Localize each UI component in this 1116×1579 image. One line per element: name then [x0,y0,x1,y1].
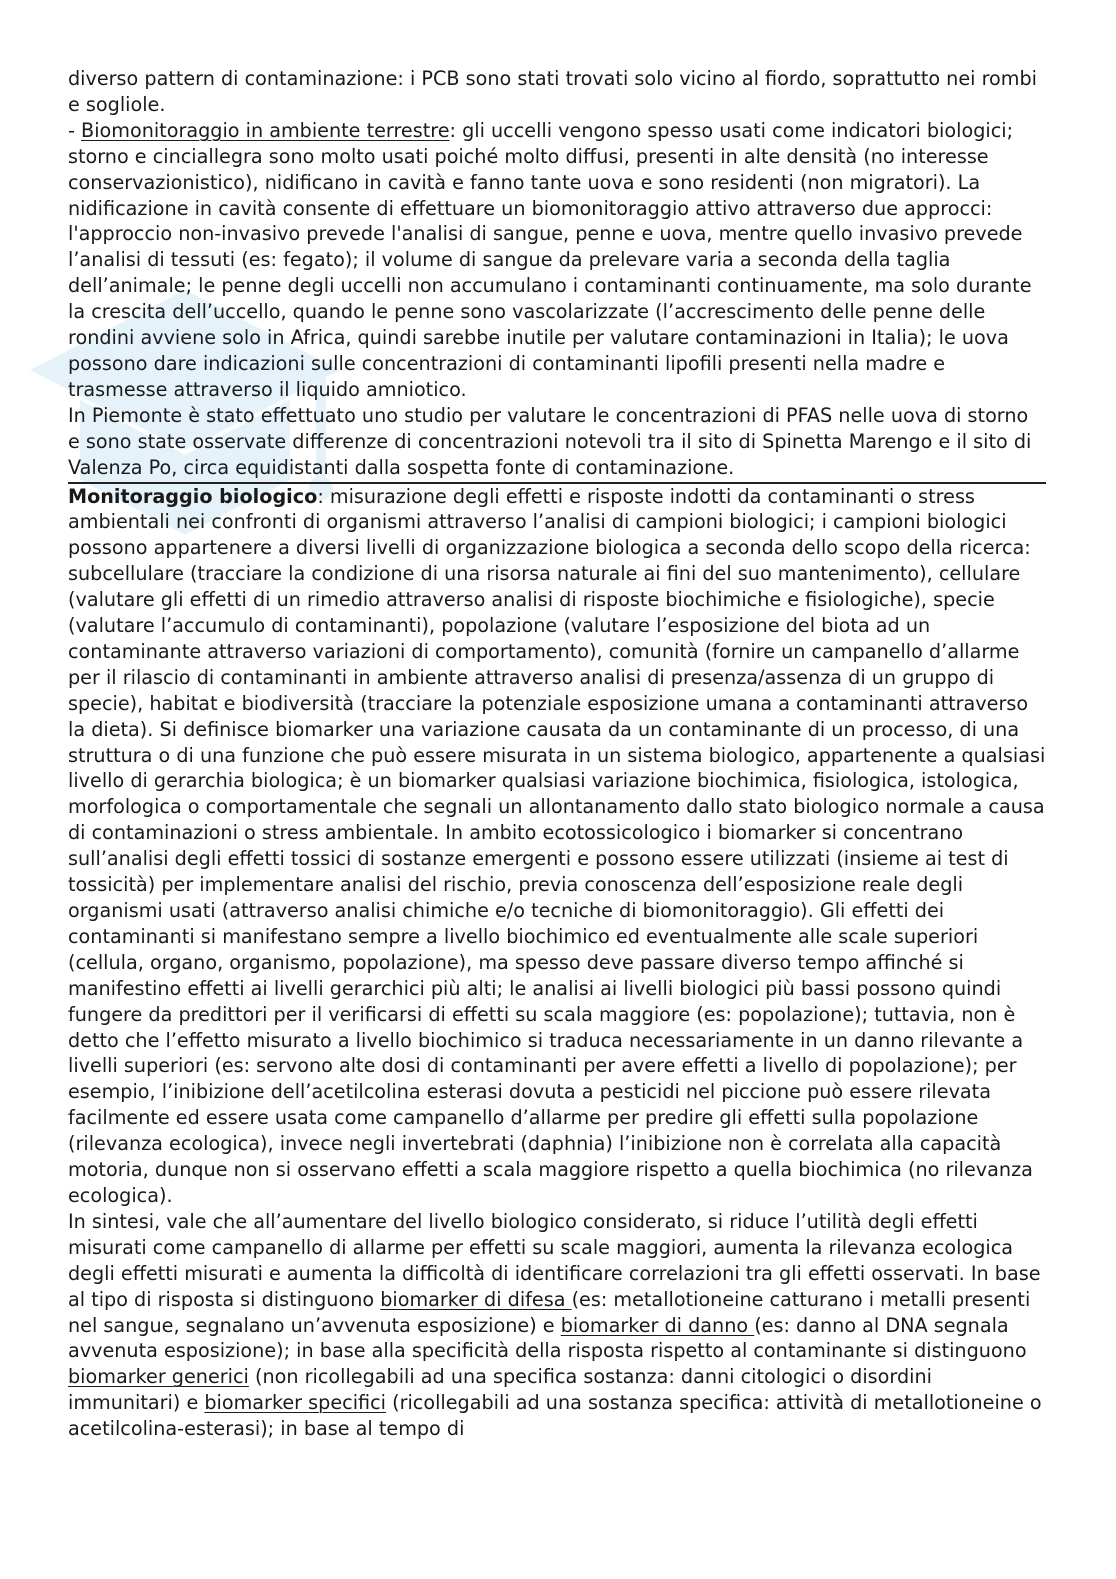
paragraph-biomarker-types [68,1209,1046,1442]
list-dash: - [68,118,82,142]
terrestrial-biomonitoring-heading: Biomonitoraggio in ambiente terrestre [81,118,450,142]
biomarker-damage-text: (es: danno al DNA segnala avvenuta esposizione); in base alla specificità della risposta rispetto al contaminante si distinguono [68,1313,1027,1363]
biomarker-defense-text: (es: metallotioneine catturano i metalli presenti nel sangue, segnalano un’avvenuta esposizione) e [68,1287,1031,1337]
paragraph-piemonte-study: In Piemonte è stato effettuato uno studio per valutare le concentrazioni di PFAS nelle uova di storno e sono state osservate differenze di concentrazioni notevoli tra il sito di Spinetta Marengo e il sito di Valenza Po, circa equidistanti dalla sospetta fonte di contaminazione. [68,403,1032,479]
biomarker-damage-term: biomarker di danno [560,1313,755,1337]
biomarker-defense-term: biomarker di difesa [380,1287,572,1311]
biomarker-specific-term: biomarker specifici [204,1391,386,1415]
biomarker-generic-term: biomarker generici [68,1365,249,1389]
biological-monitoring-term: Monitoraggio biologico [68,484,318,508]
biomarker-generic-text: (non ricollegabili ad una specifica sostanza: danni citologici o disordini immunitari) e [68,1365,932,1415]
paragraph-pcb-contamination: diverso pattern di contaminazione: i PCB sono stati trovati solo vicino al fiordo, soprattutto nei rombi e sogliole. [68,67,1037,116]
biomarker-specific-text: (ricollegabili ad una sostanza specifica: attività di metallotioneine o acetilcolina-esterasi); in base al tempo di [68,1391,1042,1441]
biomarker-summary-text: In sintesi, vale che all’aumentare del livello biologico considerato, si riduce l’utilità degli effetti misurati come campanello di allarme per effetti su scale maggiori, aumenta la rilevanza ecologica degli effetti misurati e aumenta la difficoltà di identificare correlazioni tra gli effetti osservati. In base al tipo di risposta si distinguono [68,1209,1041,1311]
biological-monitoring-definition: : misurazione degli effetti e risposte indotti da contaminanti o stress ambientali nei confronti di organismi attraverso l’analisi di campioni biologici; i campioni biologici possono appartenere a diversi livelli di organizzazione biologica a seconda dello scopo della ricerca: subcellulare (tracciare la condizione di una risorsa naturale ai fini del suo mantenimento), cellulare (valutare gli effetti di un rimedio attraverso analisi di risposte biochimiche e fisiologiche), specie (valutare l’accumulo di contaminanti), popolazione (valutare l’esposizione del biota ad un contaminante attraverso variazioni di comportamento), comunità (fornire un campanello d’allarme per il rilascio di contaminanti in ambiente attraverso analisi di presenza/assenza di un gruppo di specie), habitat e biodiversità (tracciare la potenziale esposizione umana a contaminanti attraverso la dieta). Si definisce biomarker una variazione causata da un contaminante di un processo, di una struttura o di una funzione che può essere misurata in un sistema biologico, appartenente a qualsiasi livello di gerarchia biologica; è un biomarker qualsiasi variazione biochimica, fisiologica, istologica, morfologica o comportamentale che segnali un allontanamento dallo stato biologico normale a causa di contaminazioni o stress ambientale. In ambito ecotossicologico i biomarker si concentrano sull’analisi degli effetti tossici di sostanze emergenti e possono essere utilizzati (insieme ai test di tossicità) per implementare analisi del rischio, previa conoscenza dell’esposizione reale degli organismi usati (attraverso analisi chimiche e/o tecniche di biomonitoraggio). Gli effetti dei contaminanti si manifestano sempre a livello biochimico ed eventualmente alle scale superiori (cellula, organo, organismo, popolazione), ma spesso deve passare diverso tempo affinché si manifestino effetti ai livelli gerarchici più alti; le analisi ai livelli biologici più bassi possono quindi fungere da predittori per il verificarsi di effetti su scala maggiore (es: popolazione); tuttavia, non è detto che l’effetto misurato a livello biochimico si traduca necessariamente in un danno rilevante a livelli superiori (es: servono alte dosi di contaminanti per avere effetti a livello di popolazione); per esempio, l’inibizione dell’acetilcolina esterasi dovuta a pesticidi nel piccione può essere rilevata facilmente ed essere usata come campanello d’allarme per predire gli effetti sulla popolazione (rilevanza ecologica), invece negli invertebrati (daphnia) l’inibizione non è correlata alla capacità motoria, dunque non si osservano effetti a scala maggiore rispetto a quella biochimica (no rilevanza ecologica). [68,484,1046,1207]
paragraph-terrestrial-biomonitoring [68,118,1046,403]
paragraph-biological-monitoring [68,484,1046,1209]
document-body [68,66,1046,1442]
terrestrial-biomonitoring-text: : gli uccelli vengono spesso usati come indicatori biologici; storno e cinciallegra sono molto usati poiché molto diffusi, presenti in alte densità (no interesse conservazionistico), nidificano in cavità e fanno tante uova e sono residenti (non migratori). La nidificazione in cavità consente di effettuare un biomonitoraggio attivo attraverso due approcci: l'approccio non-invasivo prevede l'analisi di sangue, penne e uova, mentre quello invasivo prevede l’analisi di tessuti (es: fegato); il volume di sangue da prelevare varia a seconda della taglia dell’animale; le penne degli uccelli non accumulano i contaminanti continuamente, ma solo durante la crescita dell’uccello, quando le penne sono vascolarizzate (l’accrescimento delle penne delle rondini avviene solo in Africa, quindi sarebbe inutile per valutare contaminazioni in Italia); le uova possono dare indicazioni sulle concentrazioni di contaminanti lipofili presenti nella madre e trasmesse attraverso il liquido amniotico. [68,118,1032,401]
